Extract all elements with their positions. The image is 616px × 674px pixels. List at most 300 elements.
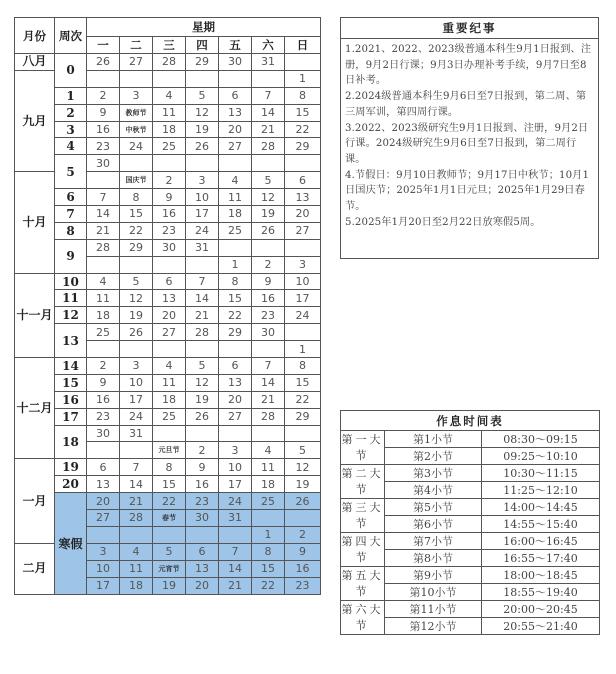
day-cell: 10 <box>186 189 219 206</box>
day-cell: 29 <box>285 138 321 155</box>
day-cell: 22 <box>285 391 321 408</box>
period-name: 第8小节 <box>385 550 482 567</box>
day-cell: 13 <box>219 104 252 121</box>
day-cell: 23 <box>252 307 285 324</box>
day-cell: 11 <box>153 374 186 391</box>
day-cell: 4 <box>219 172 252 189</box>
day-cell: 10 <box>219 459 252 476</box>
day-cell: 7 <box>87 189 120 206</box>
day-cell: 2 <box>153 172 186 189</box>
day-cell: 3 <box>120 358 153 375</box>
day-cell <box>252 510 285 527</box>
day-cell: 11 <box>219 189 252 206</box>
day-cell <box>87 172 120 189</box>
day-cell <box>120 256 153 273</box>
day-cell: 26 <box>87 54 120 71</box>
day-cell: 17 <box>186 206 219 223</box>
weekday-header: 四 <box>186 37 219 54</box>
day-cell: 16 <box>87 121 120 138</box>
period-name: 第6小节 <box>385 516 482 533</box>
day-cell: 28 <box>120 510 153 527</box>
holiday-cell: 元旦节 <box>153 442 186 459</box>
week-number: 3 <box>55 121 87 138</box>
weekdays-group-header: 星期 <box>87 18 321 37</box>
day-cell: 24 <box>285 307 321 324</box>
day-cell: 29 <box>219 324 252 341</box>
calendar-row <box>15 206 321 223</box>
day-cell <box>285 239 321 256</box>
calendar-row <box>15 425 321 442</box>
day-cell: 24 <box>219 493 252 510</box>
day-cell: 24 <box>120 408 153 425</box>
calendar-row <box>15 358 321 375</box>
month-label: 十一月 <box>15 273 55 357</box>
week-number: 15 <box>55 374 87 391</box>
day-cell: 23 <box>186 493 219 510</box>
day-cell: 26 <box>252 222 285 239</box>
day-cell: 4 <box>120 543 153 560</box>
day-cell <box>120 341 153 358</box>
week-number: 13 <box>55 324 87 358</box>
week-number: 6 <box>55 189 87 206</box>
day-cell: 1 <box>252 526 285 543</box>
events-body <box>341 39 598 230</box>
day-cell: 30 <box>87 155 120 172</box>
day-cell: 18 <box>87 307 120 324</box>
holiday-cell: 国庆节 <box>120 172 153 189</box>
schedule-group: 第二大节 <box>341 465 385 499</box>
week-number: 5 <box>55 155 87 189</box>
calendar-row <box>15 87 321 104</box>
holiday-cell: 元宵节 <box>153 560 186 577</box>
week-number: 12 <box>55 307 87 324</box>
day-cell: 20 <box>153 307 186 324</box>
day-cell <box>186 425 219 442</box>
day-cell: 22 <box>219 307 252 324</box>
day-cell: 8 <box>285 358 321 375</box>
calendar-row <box>15 273 321 290</box>
day-cell: 27 <box>120 54 153 71</box>
day-cell: 29 <box>285 408 321 425</box>
schedule-row <box>341 431 600 448</box>
day-cell: 4 <box>153 87 186 104</box>
day-cell: 2 <box>285 526 321 543</box>
day-cell: 22 <box>285 121 321 138</box>
day-cell: 16 <box>252 290 285 307</box>
day-cell: 11 <box>153 104 186 121</box>
day-cell: 2 <box>87 358 120 375</box>
day-cell <box>285 54 321 71</box>
day-cell <box>87 442 120 459</box>
calendar-row <box>15 138 321 155</box>
schedule-group: 第五大节 <box>341 567 385 601</box>
week-number: 8 <box>55 222 87 239</box>
day-cell: 6 <box>219 358 252 375</box>
day-cell: 22 <box>120 222 153 239</box>
month-label: 八月 <box>15 54 55 71</box>
week-number: 4 <box>55 138 87 155</box>
period-time: 10:30～11:15 <box>482 465 600 482</box>
day-cell: 9 <box>186 459 219 476</box>
day-cell <box>219 239 252 256</box>
day-cell: 9 <box>87 104 120 121</box>
schedule-row <box>341 499 600 516</box>
events-title: 重要纪事 <box>341 18 598 39</box>
week-header: 周次 <box>55 18 87 54</box>
day-cell: 13 <box>285 189 321 206</box>
day-cell: 12 <box>186 104 219 121</box>
period-name: 第11小节 <box>385 601 482 618</box>
day-cell: 6 <box>87 459 120 476</box>
day-cell: 30 <box>186 510 219 527</box>
calendar-row <box>15 307 321 324</box>
day-cell: 8 <box>153 459 186 476</box>
day-cell: 3 <box>186 172 219 189</box>
schedule-group: 第三大节 <box>341 499 385 533</box>
day-cell: 18 <box>153 391 186 408</box>
day-cell: 9 <box>252 273 285 290</box>
day-cell <box>219 155 252 172</box>
day-cell: 24 <box>186 222 219 239</box>
day-cell <box>186 155 219 172</box>
day-cell: 22 <box>153 493 186 510</box>
vacation-label: 寒假 <box>55 493 87 594</box>
day-cell: 23 <box>87 408 120 425</box>
day-cell: 20 <box>285 206 321 223</box>
day-cell: 14 <box>219 560 252 577</box>
day-cell: 16 <box>153 206 186 223</box>
day-cell: 7 <box>219 543 252 560</box>
holiday-cell: 中秋节 <box>120 121 153 138</box>
period-name: 第10小节 <box>385 584 482 601</box>
period-name: 第3小节 <box>385 465 482 482</box>
event-item: 3.2022、2023级研究生9月1日报到、注册，9月2日行课。2024级研究生9月6日至7日报到，第二周行课。 <box>345 122 589 165</box>
day-cell: 6 <box>153 273 186 290</box>
month-label: 十二月 <box>15 358 55 459</box>
calendar-row <box>15 459 321 476</box>
day-cell: 8 <box>252 543 285 560</box>
schedule-row <box>341 567 600 584</box>
day-cell: 18 <box>252 476 285 493</box>
day-cell <box>252 239 285 256</box>
day-cell: 5 <box>120 273 153 290</box>
day-cell <box>219 526 252 543</box>
day-cell: 31 <box>252 54 285 71</box>
day-cell: 1 <box>219 256 252 273</box>
day-cell: 25 <box>153 138 186 155</box>
class-schedule-table <box>340 410 600 635</box>
week-number: 16 <box>55 391 87 408</box>
day-cell: 31 <box>120 425 153 442</box>
day-cell: 20 <box>219 391 252 408</box>
holiday-cell: 春节 <box>153 510 186 527</box>
day-cell: 13 <box>219 374 252 391</box>
day-cell <box>186 256 219 273</box>
day-cell: 5 <box>285 442 321 459</box>
day-cell <box>87 341 120 358</box>
day-cell: 14 <box>252 374 285 391</box>
period-time: 16:00～16:45 <box>482 533 600 550</box>
day-cell: 27 <box>153 324 186 341</box>
day-cell <box>153 70 186 87</box>
week-number: 9 <box>55 239 87 273</box>
day-cell: 6 <box>285 172 321 189</box>
day-cell <box>252 70 285 87</box>
event-item: 4.节假日：9月10日教师节；9月17日中秋节；10月1日国庆节；2025年1月1日元旦；2025年1月29日春节。 <box>345 169 590 213</box>
day-cell: 20 <box>219 121 252 138</box>
month-header: 月份 <box>15 18 55 54</box>
period-name: 第5小节 <box>385 499 482 516</box>
week-number: 10 <box>55 273 87 290</box>
day-cell: 25 <box>87 324 120 341</box>
day-cell: 15 <box>285 104 321 121</box>
period-time: 14:55～15:40 <box>482 516 600 533</box>
day-cell: 1 <box>285 341 321 358</box>
calendar-row <box>15 239 321 256</box>
calendar-row <box>15 374 321 391</box>
day-cell: 16 <box>285 560 321 577</box>
day-cell: 25 <box>252 493 285 510</box>
day-cell: 1 <box>285 70 321 87</box>
week-number: 7 <box>55 206 87 223</box>
day-cell <box>120 442 153 459</box>
period-name: 第9小节 <box>385 567 482 584</box>
period-time: 08:30～09:15 <box>482 431 600 448</box>
day-cell: 15 <box>153 476 186 493</box>
day-cell <box>153 526 186 543</box>
day-cell: 2 <box>252 256 285 273</box>
week-number: 0 <box>55 54 87 88</box>
day-cell <box>120 70 153 87</box>
schedule-title: 作息时间表 <box>341 411 600 431</box>
day-cell: 3 <box>285 256 321 273</box>
day-cell: 19 <box>120 307 153 324</box>
day-cell <box>219 70 252 87</box>
day-cell: 21 <box>87 222 120 239</box>
day-cell: 10 <box>87 560 120 577</box>
day-cell <box>186 70 219 87</box>
day-cell: 12 <box>186 374 219 391</box>
calendar-row <box>15 121 321 138</box>
month-label: 二月 <box>15 543 55 594</box>
day-cell: 28 <box>153 54 186 71</box>
week-number: 18 <box>55 425 87 459</box>
calendar-row <box>15 493 321 510</box>
day-cell: 21 <box>186 307 219 324</box>
weekday-header: 一 <box>87 37 120 54</box>
schedule-group: 第一大节 <box>341 431 385 465</box>
day-cell: 19 <box>186 121 219 138</box>
day-cell: 15 <box>285 374 321 391</box>
day-cell: 17 <box>87 577 120 594</box>
day-cell: 30 <box>219 54 252 71</box>
day-cell: 17 <box>285 290 321 307</box>
schedule-group: 第四大节 <box>341 533 385 567</box>
calendar-row <box>15 476 321 493</box>
period-time: 18:00～18:45 <box>482 567 600 584</box>
day-cell: 20 <box>186 577 219 594</box>
day-cell: 3 <box>87 543 120 560</box>
day-cell: 26 <box>186 408 219 425</box>
day-cell: 16 <box>186 476 219 493</box>
day-cell: 25 <box>153 408 186 425</box>
day-cell: 7 <box>120 459 153 476</box>
day-cell: 6 <box>219 87 252 104</box>
week-number: 17 <box>55 408 87 425</box>
week-number: 14 <box>55 358 87 375</box>
period-name: 第1小节 <box>385 431 482 448</box>
day-cell: 14 <box>87 206 120 223</box>
day-cell: 12 <box>120 290 153 307</box>
day-cell: 26 <box>285 493 321 510</box>
day-cell: 31 <box>186 239 219 256</box>
day-cell: 27 <box>87 510 120 527</box>
day-cell: 11 <box>87 290 120 307</box>
day-cell: 13 <box>87 476 120 493</box>
day-cell <box>120 155 153 172</box>
month-label: 十月 <box>15 172 55 273</box>
event-item: 1.2021、2022、2023级普通本科生9月1日报到、注册，9月2日行课；9月3日办理补考手续，9月7日至8日补考。 <box>345 44 592 87</box>
period-time: 18:55～19:40 <box>482 584 600 601</box>
day-cell: 17 <box>120 391 153 408</box>
day-cell: 12 <box>285 459 321 476</box>
day-cell: 27 <box>285 222 321 239</box>
day-cell: 8 <box>219 273 252 290</box>
day-cell: 3 <box>219 442 252 459</box>
month-label: 一月 <box>15 459 55 543</box>
day-cell: 15 <box>219 290 252 307</box>
calendar-row <box>15 104 321 121</box>
schedule-row <box>341 533 600 550</box>
important-events-box <box>340 17 599 259</box>
period-name: 第4小节 <box>385 482 482 499</box>
period-time: 14:00～14:45 <box>482 499 600 516</box>
weekday-header: 六 <box>252 37 285 54</box>
day-cell: 3 <box>120 87 153 104</box>
week-number: 1 <box>55 87 87 104</box>
calendar-row <box>15 324 321 341</box>
day-cell: 21 <box>252 121 285 138</box>
day-cell: 6 <box>186 543 219 560</box>
day-cell: 19 <box>252 206 285 223</box>
day-cell <box>153 256 186 273</box>
day-cell: 23 <box>87 138 120 155</box>
day-cell: 11 <box>120 560 153 577</box>
day-cell <box>186 341 219 358</box>
academic-calendar <box>14 17 321 595</box>
day-cell: 15 <box>120 206 153 223</box>
day-cell: 2 <box>186 442 219 459</box>
day-cell: 10 <box>120 374 153 391</box>
day-cell: 19 <box>285 476 321 493</box>
day-cell <box>186 526 219 543</box>
day-cell: 14 <box>186 290 219 307</box>
day-cell: 19 <box>186 391 219 408</box>
event-item: 5.2025年1月20日至2月22日放寒假5周。 <box>345 216 541 228</box>
day-cell <box>285 324 321 341</box>
day-cell <box>285 425 321 442</box>
day-cell: 14 <box>252 104 285 121</box>
day-cell: 5 <box>252 172 285 189</box>
week-number: 20 <box>55 476 87 493</box>
event-item: 2.2024级普通本科生9月6日至7日报到，第二周、第三周军训，第四周行课。 <box>345 91 587 118</box>
day-cell: 29 <box>120 239 153 256</box>
day-cell: 30 <box>153 239 186 256</box>
day-cell: 30 <box>87 425 120 442</box>
day-cell: 5 <box>186 87 219 104</box>
week-number: 11 <box>55 290 87 307</box>
calendar-row <box>15 222 321 239</box>
weekday-header: 二 <box>120 37 153 54</box>
day-cell: 18 <box>120 577 153 594</box>
day-cell: 13 <box>153 290 186 307</box>
day-cell: 26 <box>120 324 153 341</box>
day-cell: 21 <box>219 577 252 594</box>
day-cell <box>252 425 285 442</box>
period-time: 16:55～17:40 <box>482 550 600 567</box>
day-cell: 22 <box>252 577 285 594</box>
day-cell: 7 <box>186 273 219 290</box>
day-cell <box>219 425 252 442</box>
day-cell: 27 <box>219 138 252 155</box>
day-cell: 18 <box>153 121 186 138</box>
day-cell: 14 <box>120 476 153 493</box>
day-cell: 18 <box>219 206 252 223</box>
day-cell: 26 <box>186 138 219 155</box>
day-cell <box>87 70 120 87</box>
weekday-header: 三 <box>153 37 186 54</box>
day-cell <box>252 155 285 172</box>
day-cell: 25 <box>219 222 252 239</box>
day-cell: 23 <box>285 577 321 594</box>
day-cell <box>87 526 120 543</box>
period-name: 第2小节 <box>385 448 482 465</box>
calendar-row <box>15 290 321 307</box>
day-cell: 23 <box>153 222 186 239</box>
day-cell: 7 <box>252 358 285 375</box>
day-cell: 28 <box>252 138 285 155</box>
calendar-row <box>15 391 321 408</box>
day-cell: 8 <box>285 87 321 104</box>
day-cell: 8 <box>120 189 153 206</box>
day-cell: 5 <box>186 358 219 375</box>
day-cell: 15 <box>252 560 285 577</box>
day-cell: 20 <box>87 493 120 510</box>
day-cell: 17 <box>219 476 252 493</box>
day-cell: 9 <box>87 374 120 391</box>
day-cell: 4 <box>252 442 285 459</box>
week-number: 19 <box>55 459 87 476</box>
day-cell: 4 <box>153 358 186 375</box>
calendar-row <box>15 155 321 172</box>
day-cell <box>120 526 153 543</box>
schedule-group: 第六大节 <box>341 601 385 635</box>
day-cell: 4 <box>87 273 120 290</box>
weekday-header: 五 <box>219 37 252 54</box>
day-cell: 13 <box>186 560 219 577</box>
day-cell <box>153 425 186 442</box>
day-cell: 16 <box>87 391 120 408</box>
period-time: 20:00～20:45 <box>482 601 600 618</box>
day-cell: 30 <box>252 324 285 341</box>
period-time: 11:25～12:10 <box>482 482 600 499</box>
day-cell <box>219 341 252 358</box>
day-cell: 7 <box>252 87 285 104</box>
calendar-row <box>15 408 321 425</box>
month-label: 九月 <box>15 70 55 171</box>
day-cell: 28 <box>252 408 285 425</box>
day-cell: 28 <box>186 324 219 341</box>
